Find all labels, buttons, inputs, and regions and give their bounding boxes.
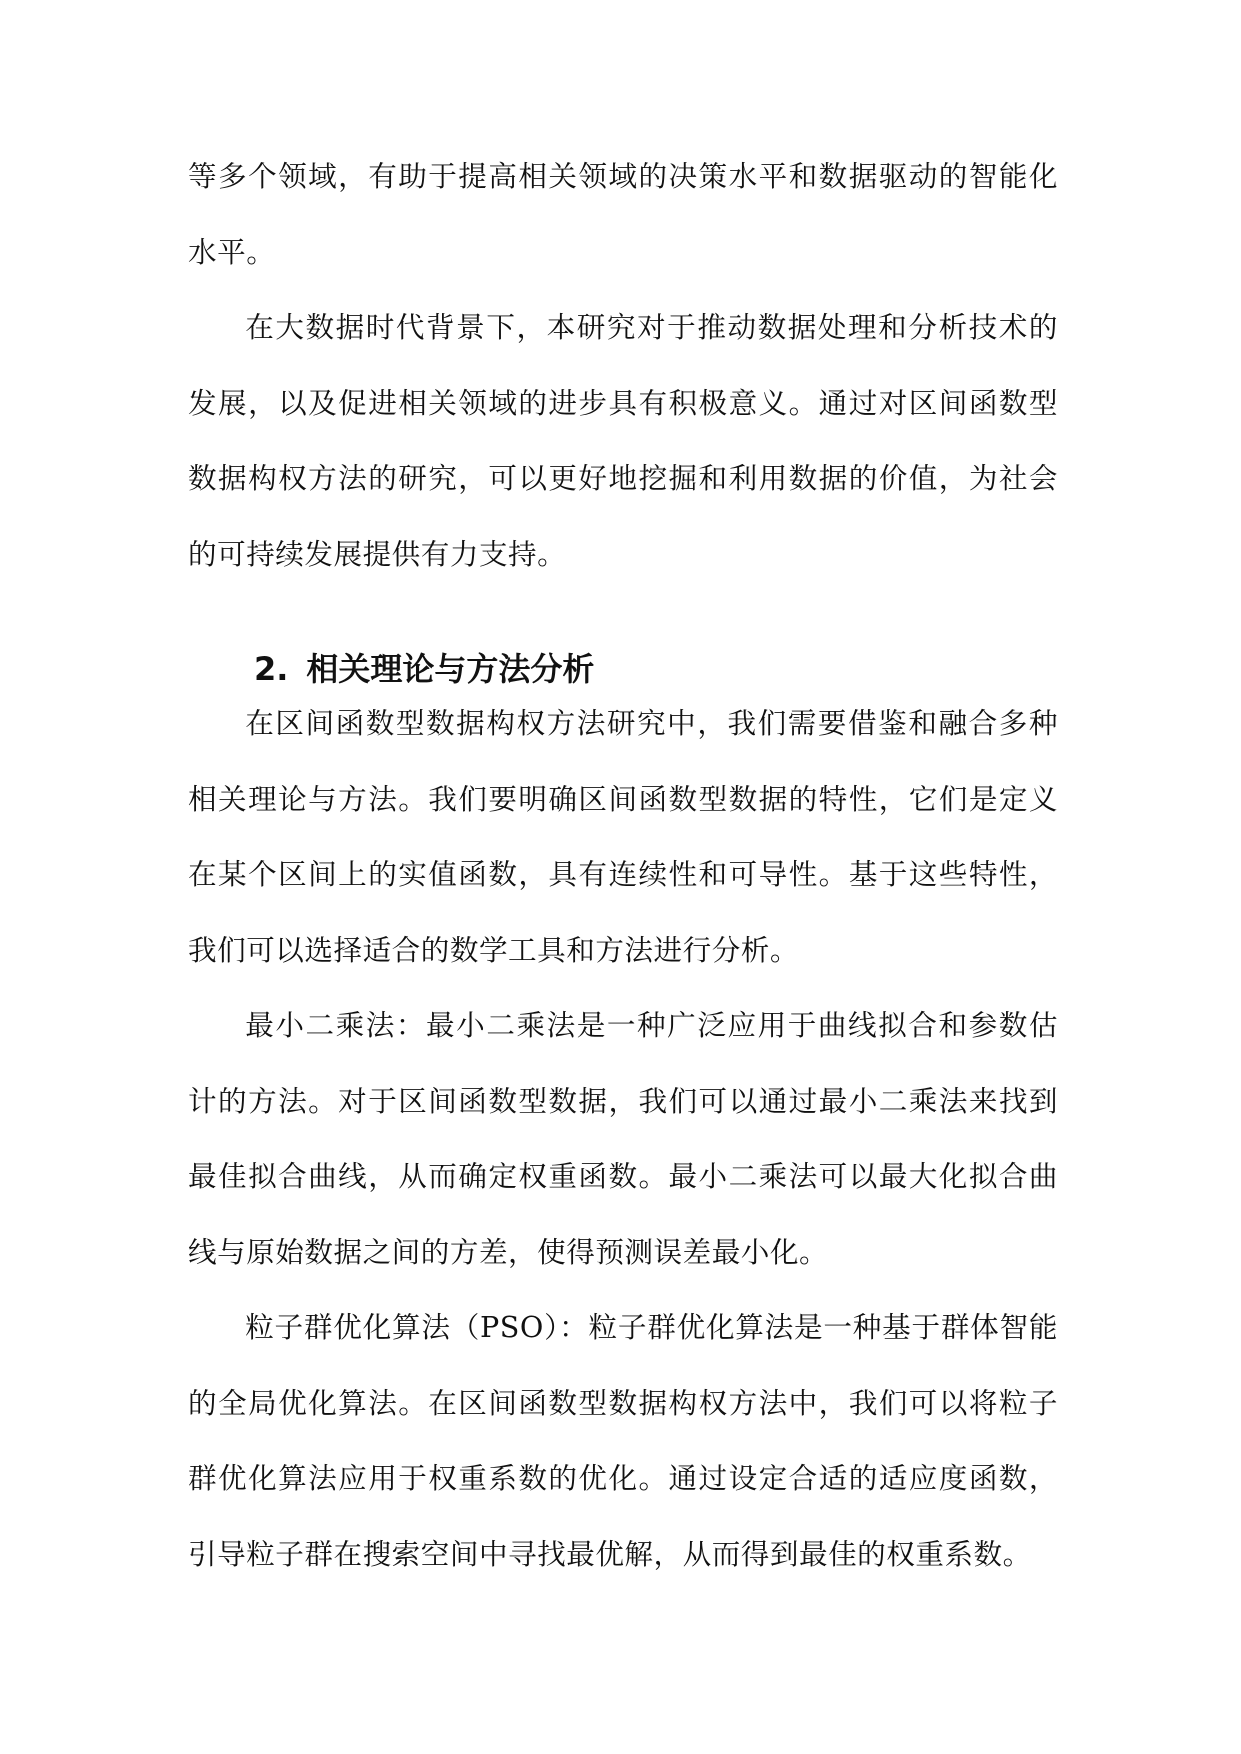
section-title: 相关理论与方法分析 (306, 650, 595, 688)
paragraph-continuation: 等多个领域，有助于提高相关领域的决策水平和数据驱动的智能化水平。 (188, 159, 1058, 269)
paragraph-theory-overview: 在区间函数型数据构权方法研究中，我们需要借鉴和融合多种相关理论与方法。我们要明确区间函数型数据的特性，它们是定义在某个区间上的实值函数，具有连续性和可导性。基于这些特性，我们可以选择适合的数学工具和方法进行分析。 (188, 706, 1058, 967)
paragraph-least-squares: 最小二乘法：最小二乘法是一种广泛应用于曲线拟合和参数估计的方法。对于区间函数型数据，我们可以通过最小二乘法来找到最佳拟合曲线，从而确定权重函数。最小二乘法可以最大化拟合曲线与原始数据之间的方差，使得预测误差最小化。 (188, 1008, 1058, 1269)
document-body (188, 139, 1058, 1592)
paragraph-big-data-significance: 在大数据时代背景下，本研究对于推动数据处理和分析技术的发展，以及促进相关领域的进步具有积极意义。通过对区间函数型数据构权方法的研究，可以更好地挖掘和利用数据的价值，为社会的可持续发展提供有力支持。 (188, 310, 1058, 571)
section-heading (188, 592, 1058, 686)
section-number: 2. (254, 650, 289, 688)
paragraph-pso: 粒子群优化算法（PSO）：粒子群优化算法是一种基于群体智能的全局优化算法。在区间函数型数据构权方法中，我们可以将粒子群优化算法应用于权重系数的优化。通过设定合适的适应度函数，引导粒子群在搜索空间中寻找最优解，从而得到最佳的权重系数。 (188, 1310, 1058, 1571)
